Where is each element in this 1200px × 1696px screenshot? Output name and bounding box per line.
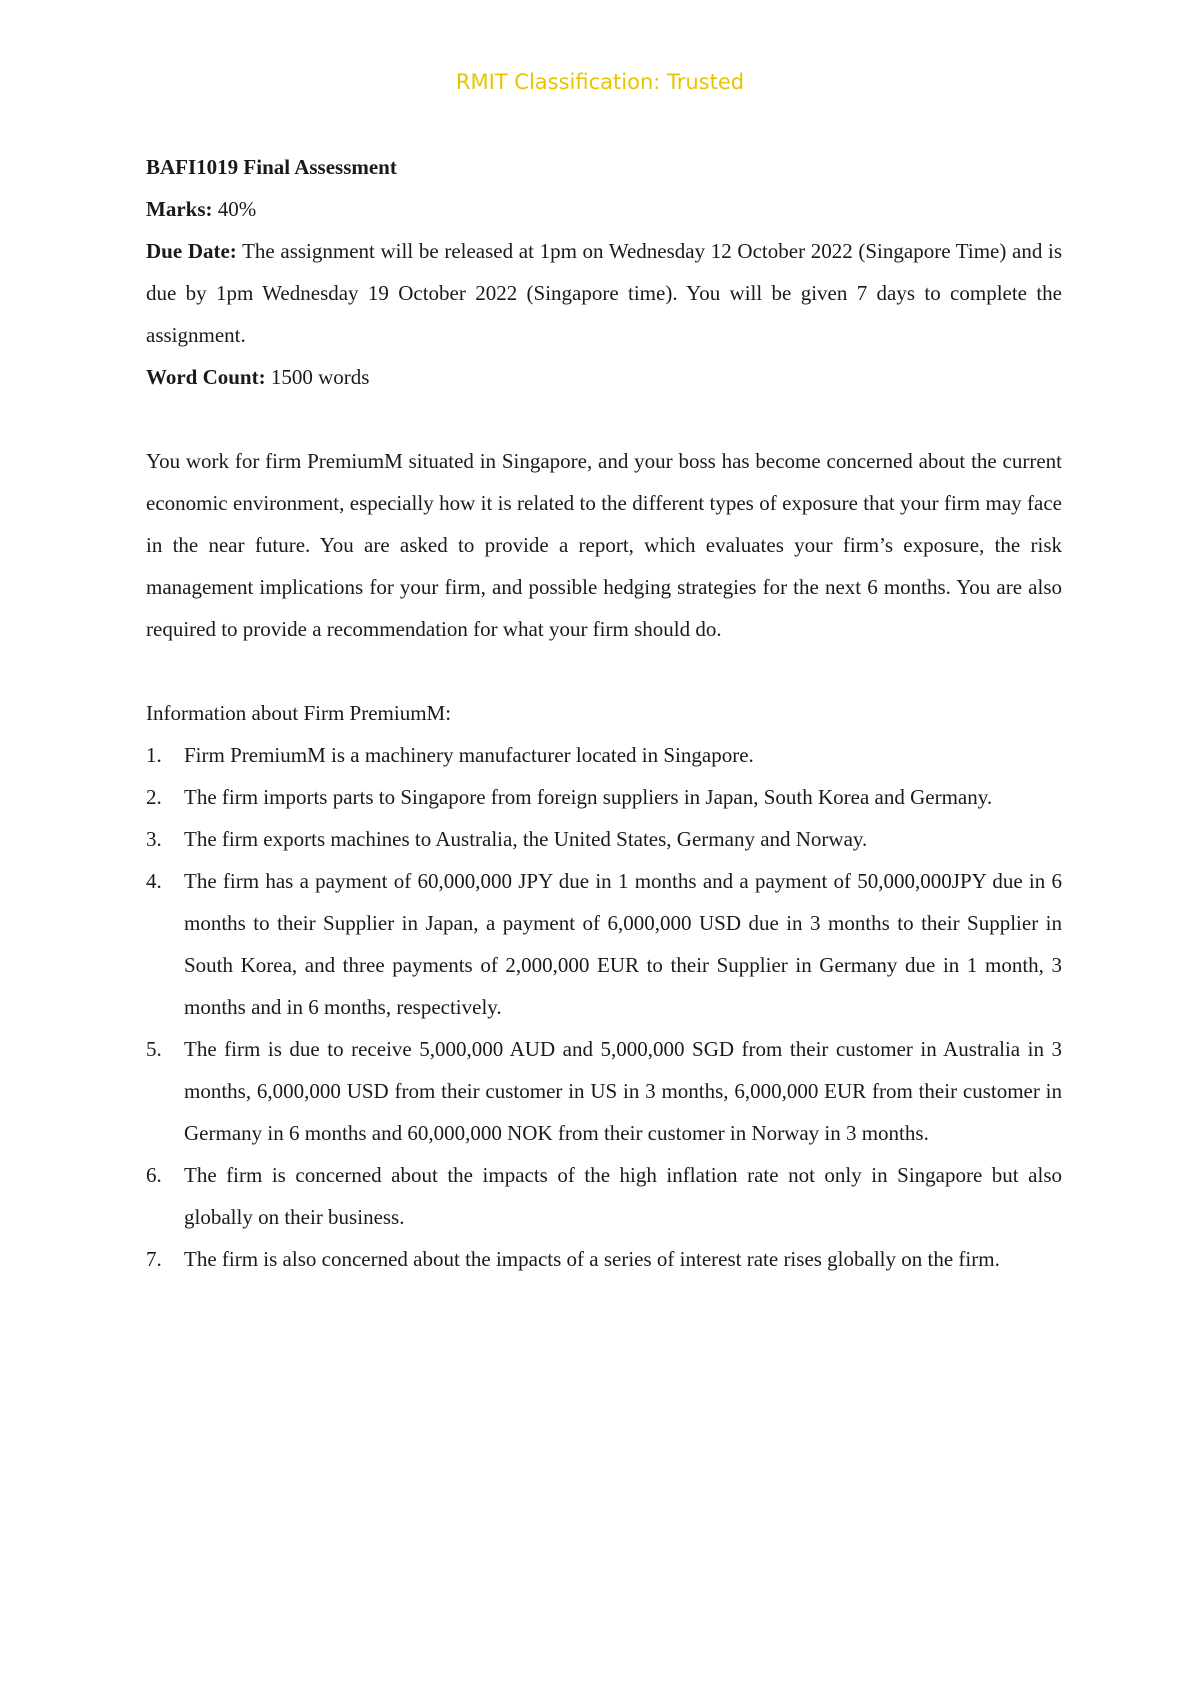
list-item	[146, 734, 1062, 776]
intro-paragraph: You work for firm PremiumM situated in Singapore, and your boss has become concerned about the current economic environment, especially how it is related to the different types of exposure that your firm may face in the near future. You are asked to provide a report, which evaluates your firm’s exposure, the risk management implications for your firm, and possible hedging strategies for the next 6 months. You are also required to provide a recommendation for what your firm should do.	[146, 449, 1062, 641]
marks-value: 40%	[212, 197, 257, 221]
word-count-value: 1500 words	[265, 365, 370, 389]
due-date-label: Due Date:	[146, 239, 237, 263]
classification-header: RMIT Classification: Trusted	[455, 70, 745, 94]
list-item	[146, 860, 1062, 1028]
list-item	[146, 776, 1062, 818]
list-item-text: The firm is concerned about the impacts of the high inflation rate not only in Singapore but also globally on their business.	[184, 1163, 1062, 1229]
info-heading: Information about Firm PremiumM:	[146, 701, 452, 725]
list-item	[146, 1028, 1062, 1154]
list-item-text: The firm exports machines to Australia, the United States, Germany and Norway.	[184, 827, 868, 851]
list-item-text: Firm PremiumM is a machinery manufacturer located in Singapore.	[184, 743, 754, 767]
list-item-text: The firm is also concerned about the impacts of a series of interest rate rises globally on the firm.	[184, 1247, 1000, 1271]
word-count-line	[146, 356, 1062, 398]
list-item-number: 6.	[146, 1163, 162, 1187]
list-item-number: 5.	[146, 1037, 162, 1061]
list-item-number: 7.	[146, 1247, 162, 1271]
due-date-line	[146, 230, 1062, 356]
document-body	[146, 146, 1062, 1280]
list-item-text: The firm imports parts to Singapore from foreign suppliers in Japan, South Korea and Germany.	[184, 785, 993, 809]
word-count-label: Word Count:	[146, 365, 266, 389]
list-item-text: The firm has a payment of 60,000,000 JPY due in 1 months and a payment of 50,000,000JPY due in 6 months to their Supplier in Japan, a payment of 6,000,000 USD due in 3 months to their Supplier in South Korea, and three payments of 2,000,000 EUR to their Supplier in Germany due in 1 month, 3 months and in 6 months, respectively.	[184, 869, 1062, 1019]
document-title: BAFI1019 Final Assessment	[146, 155, 397, 179]
list-item-number: 1.	[146, 743, 162, 767]
list-item	[146, 1154, 1062, 1238]
info-list	[146, 734, 1062, 1280]
list-item	[146, 818, 1062, 860]
list-item-number: 2.	[146, 785, 162, 809]
list-item-number: 4.	[146, 869, 162, 893]
list-item	[146, 1238, 1062, 1280]
marks-label: Marks:	[146, 197, 213, 221]
list-item-number: 3.	[146, 827, 162, 851]
marks-line	[146, 188, 1062, 230]
due-date-value: The assignment will be released at 1pm on Wednesday 12 October 2022 (Singapore Time) and is due by 1pm Wednesday 19 October 2022 (Singapore time). You will be given 7 days to complete the assignment.	[146, 239, 1062, 347]
list-item-text: The firm is due to receive 5,000,000 AUD and 5,000,000 SGD from their customer in Australia in 3 months, 6,000,000 USD from their customer in US in 3 months, 6,000,000 EUR from their customer in Germany in 6 months and 60,000,000 NOK from their customer in Norway in 3 months.	[184, 1037, 1062, 1145]
